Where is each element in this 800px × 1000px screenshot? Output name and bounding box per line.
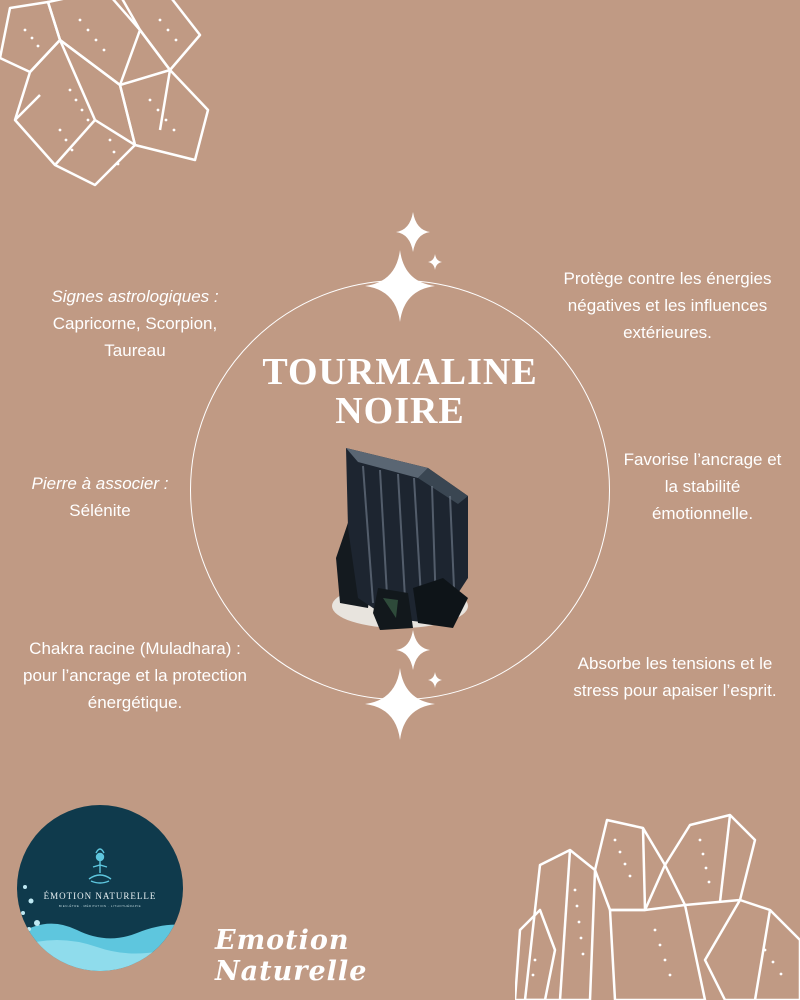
astrological-signs-value: Capricorne, Scorpion, Taureau bbox=[52, 314, 218, 360]
associated-stone-value: Sélénite bbox=[69, 501, 131, 520]
astrological-signs bbox=[20, 283, 250, 364]
meditation-icon bbox=[89, 849, 111, 883]
benefit-protection: Protège contre les énergies négatives et les influences extérieures. bbox=[563, 269, 772, 342]
associated-stone-label: Pierre à associer : bbox=[31, 474, 169, 493]
crystal-cluster-icon bbox=[515, 810, 800, 1000]
crystal-cluster-icon bbox=[0, 0, 225, 190]
sparkle-icon bbox=[355, 210, 450, 325]
astrological-signs-label: Signes astrologiques : bbox=[51, 287, 219, 306]
logo-name: ÉMOTION NATURELLE bbox=[43, 891, 157, 901]
brand-logo bbox=[17, 805, 183, 971]
benefit-stress: Absorbe les tensions et le stress pour apaiser l’esprit. bbox=[573, 654, 777, 700]
page-title-line2: NOIRE bbox=[335, 390, 465, 432]
brand-name: Emotion Naturelle bbox=[215, 925, 368, 987]
sparkle-icon bbox=[355, 628, 450, 743]
chakra-text: Chakra racine (Muladhara) : pour l’ancrage et la protection énergétique. bbox=[23, 639, 247, 712]
black-tourmaline-stone bbox=[318, 438, 478, 636]
associated-stone bbox=[10, 470, 190, 524]
page-title-line1: TOURMALINE bbox=[262, 351, 538, 393]
benefit-grounding: Favorise l’ancrage et la stabilité émotionnelle. bbox=[623, 450, 782, 523]
logo-tagline: BIEN-ÊTRE · MÉDITATION · LITHOTHÉRAPIE bbox=[58, 904, 142, 908]
